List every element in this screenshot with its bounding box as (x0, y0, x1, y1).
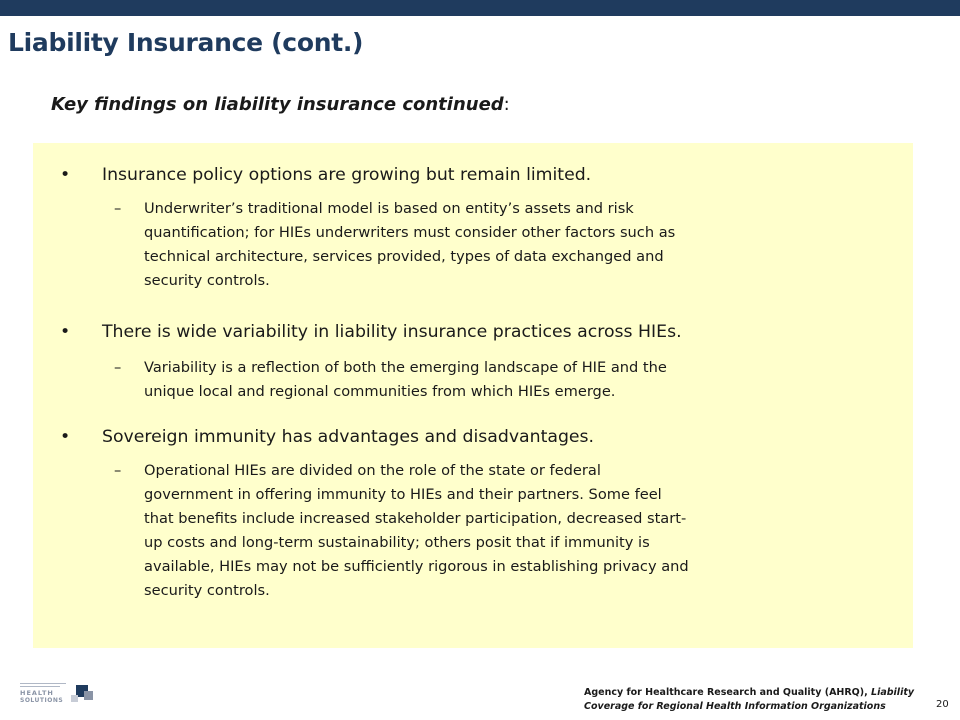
bullet-text: There is wide variability in liability insurance practices across HIEs. (102, 322, 682, 342)
sub-bullet-text (144, 356, 872, 404)
text-line: security controls. (144, 582, 270, 599)
logo-text-health: HEALTH (20, 689, 54, 697)
slide-subtitle (51, 94, 510, 115)
bullet-text: Insurance policy options are growing but remain limited. (102, 165, 592, 185)
page-number: 20 (936, 699, 949, 710)
citation-title: Liability (871, 687, 915, 698)
subtitle-colon: : (503, 94, 510, 115)
logo-text-solutions: SOLUTIONS (20, 697, 64, 704)
text-line: available, HIEs may not be sufficiently rigorous in establishing privacy and (144, 558, 689, 575)
citation-line (584, 686, 914, 700)
text-line: Variability is a reflection of both the emerging landscape of HIE and the (144, 359, 667, 376)
citation-title-cont: Coverage for Regional Health Information Organizations (584, 701, 886, 712)
sub-bullet-marker: – (114, 462, 122, 479)
footer-citation (584, 686, 914, 714)
citation-line (584, 700, 914, 714)
text-line: quantification; for HIEs underwriters must consider other factors such as (144, 224, 676, 241)
text-line: government in offering immunity to HIEs and their partners. Some feel (144, 486, 662, 503)
bullet-marker: • (60, 322, 71, 342)
text-line: technical architecture, services provided, types of data exchanged and (144, 248, 664, 265)
bullet-marker: • (60, 165, 71, 185)
text-line: unique local and regional communities from which HIEs emerge. (144, 383, 616, 400)
text-line: Operational HIEs are divided on the role of the state or federal (144, 462, 601, 479)
text-line: that benefits include increased stakeholder participation, decreased start- (144, 510, 687, 527)
subtitle-text: Key findings on liability insurance continued (51, 94, 504, 115)
bullet-marker: • (60, 427, 71, 447)
bullet-text: Sovereign immunity has advantages and disadvantages. (102, 427, 595, 447)
sub-bullet-marker: – (114, 359, 122, 376)
top-banner (0, 0, 960, 16)
sub-bullet-text (144, 197, 872, 293)
sub-bullet-marker: – (114, 200, 122, 217)
health-solutions-logo (20, 683, 100, 713)
text-line: Underwriter’s traditional model is based on entity’s assets and risk (144, 200, 634, 217)
sub-bullet-text (144, 459, 872, 603)
text-line: security controls. (144, 272, 270, 289)
slide-title: Liability Insurance (cont.) (8, 28, 364, 57)
text-line: up costs and long-term sustainability; others posit that if immunity is (144, 534, 650, 551)
citation-prefix: Agency for Healthcare Research and Quality (AHRQ), (584, 687, 868, 698)
